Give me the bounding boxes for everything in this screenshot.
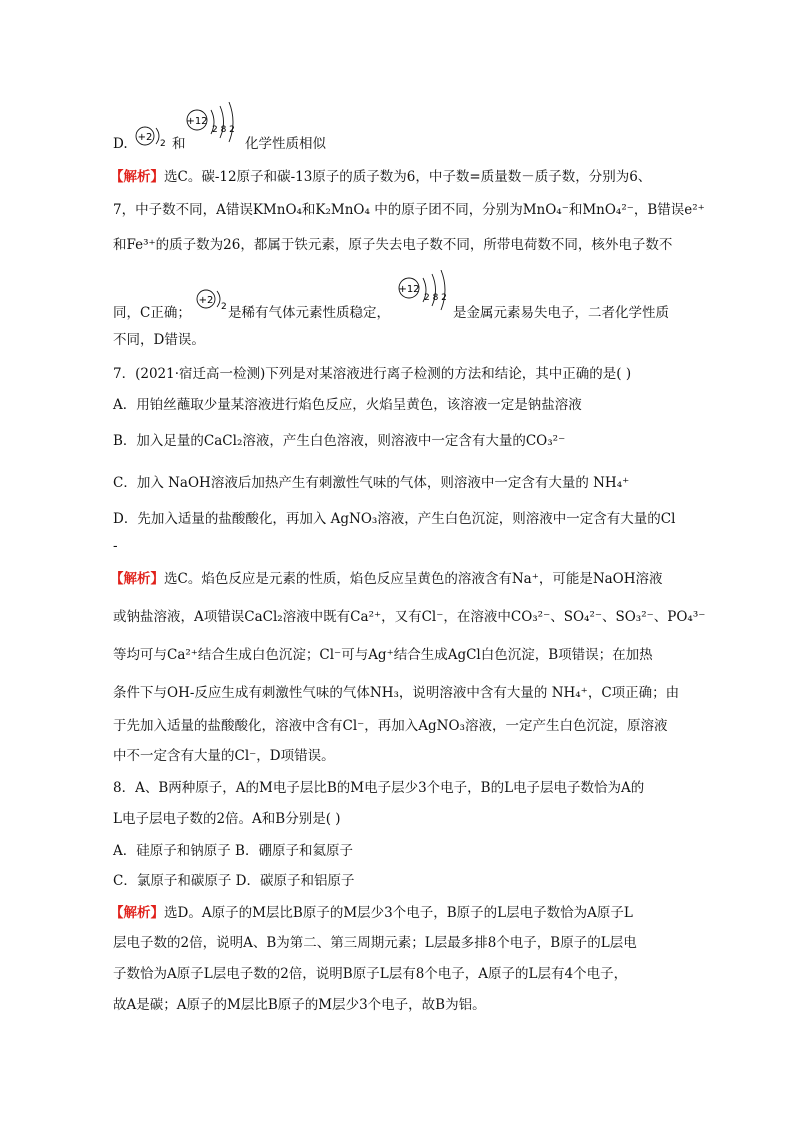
he-atom-core: +2: [137, 132, 153, 143]
option-6d-connector: 和: [172, 136, 186, 152]
solution-7-line-6: 中不一定含有大量的Cl⁻，D项错误。: [113, 748, 335, 764]
solution-6-tag: 【解析】: [110, 169, 164, 185]
question-7-option-d-line-2: -: [113, 538, 118, 554]
mg-atom-shells-2: 2 8 2: [424, 293, 447, 303]
mg-atom-core-2: +12: [398, 284, 420, 295]
solution-6-line-3: 和Fe³⁺的质子数为26，都属于铁元素，原子失去电子数不同，所带电荷数不同，核外电子数不: [113, 237, 673, 253]
solution-8-line-1: 【解析】选D。A原子的M层比B原子的M层少3个电子，B原子的L层电子数恰为A原子L: [110, 905, 633, 921]
question-7-option-b: B．加入足量的CaCl₂溶液，产生白色溶液，则溶液中一定含有大量的CO₃²⁻: [113, 433, 566, 449]
question-7-option-a: A．用铂丝蘸取少量某溶液进行焰色反应，火焰呈黄色，该溶液一定是钠盐溶液: [113, 397, 582, 413]
solution-7-tag: 【解析】: [110, 571, 164, 587]
mg-atom-core: +12: [186, 116, 208, 127]
solution-7-line-1: 【解析】选C。焰色反应是元素的性质，焰色反应呈黄色的溶液含有Na⁺，可能是NaOH溶液: [110, 571, 663, 587]
mg-atom-shells: 2 8 2: [212, 125, 235, 135]
he-atom-shell: 2: [160, 139, 166, 149]
solution-7-line-3: 等均可与Ca²⁺结合生成白色沉淀；Cl⁻可与Ag⁺结合生成AgCl白色沉淀，B项错误；在加热: [113, 647, 653, 663]
he-atom-structure-diagram: [194, 287, 230, 317]
option-6d-tail: 化学性质相似: [245, 136, 326, 152]
solution-6-line-1: 【解析】选C。碳-12原子和碳-13原子的质子数为6，中子数=质量数－质子数，分别为6、: [110, 169, 652, 185]
solution-6-line-4a: 同，C正确；: [113, 305, 191, 321]
he-atom-core-2: +2: [198, 295, 214, 306]
question-7-stem: 7．(2021·宿迁高一检测)下列是对某溶液进行离子检测的方法和结论，其中正确的是( ): [113, 366, 632, 382]
question-7-option-d-line-1: D．先加入适量的盐酸酸化，再加入 AgNO₃溶液，产生白色沉淀，则溶液中一定含有大量的Cl: [113, 511, 676, 527]
mg-like-atom-structure-diagram-he: [133, 124, 169, 154]
solution-8-tag: 【解析】: [110, 905, 164, 921]
solution-7-line-5: 于先加入适量的盐酸酸化，溶液中含有Cl⁻，再加入AgNO₃溶液，一定产生白色沉淀，原溶液: [113, 718, 668, 734]
solution-6-line-5: 不同，D错误。: [113, 332, 205, 348]
solution-7-line-2: 或钠盐溶液，A项错误CaCl₂溶液中既有Ca²⁺，又有Cl⁻，在溶液中CO₃²⁻、SO₄²⁻、SO₃²⁻、PO₄³⁻: [113, 609, 706, 625]
mg-atom-structure-diagram: [184, 102, 246, 152]
question-8-options-cd: C．氯原子和碳原子 D．碳原子和铝原子: [113, 873, 355, 889]
option-6d-letter: D.: [113, 136, 128, 152]
question-8-stem-line-1: 8．A、B两种原子，A的M电子层比B的M电子层少3个电子，B的L电子层电子数恰为A的: [113, 780, 645, 796]
he-atom-shell-2: 2: [221, 302, 227, 312]
solution-8-line-3: 子数恰为A原子L层电子数的2倍，说明B原子L层有8个电子，A原子的L层有4个电子，: [113, 966, 628, 982]
mg-atom-structure-diagram-2: [396, 270, 458, 320]
solution-8-line-4: 故A是碳；A原子的M层比B原子的M层少3个电子，故B为铝。: [113, 997, 486, 1013]
solution-6-line-4c: 是金属元素易失电子，二者化学性质: [453, 305, 669, 321]
solution-6-line-2: 7，中子数不同，A错误KMnO₄和K₂MnO₄ 中的原子团不同，分别为MnO₄⁻和MnO₄²⁻，B错误e²⁺: [113, 202, 705, 218]
question-8-stem-line-2: L电子层电子数的2倍。A和B分别是( ): [113, 811, 341, 827]
question-7-option-c: C．加入 NaOH溶液后加热产生有刺激性气味的气体，则溶液中一定含有大量的 NH₄⁺: [113, 475, 630, 491]
solution-6-line-4b: 是稀有气体元素性质稳定，: [228, 305, 390, 321]
question-8-options-ab: A．硅原子和钠原子 B．硼原子和氦原子: [113, 843, 353, 859]
solution-7-line-4: 条件下与OH-反应生成有刺激性气味的气体NH₃，说明溶液中含有大量的 NH₄⁺，C项正确；由: [113, 685, 680, 701]
solution-8-line-2: 层电子数的2倍，说明A、B为第二、第三周期元素；L层最多排8个电子，B原子的L层电: [113, 935, 637, 951]
